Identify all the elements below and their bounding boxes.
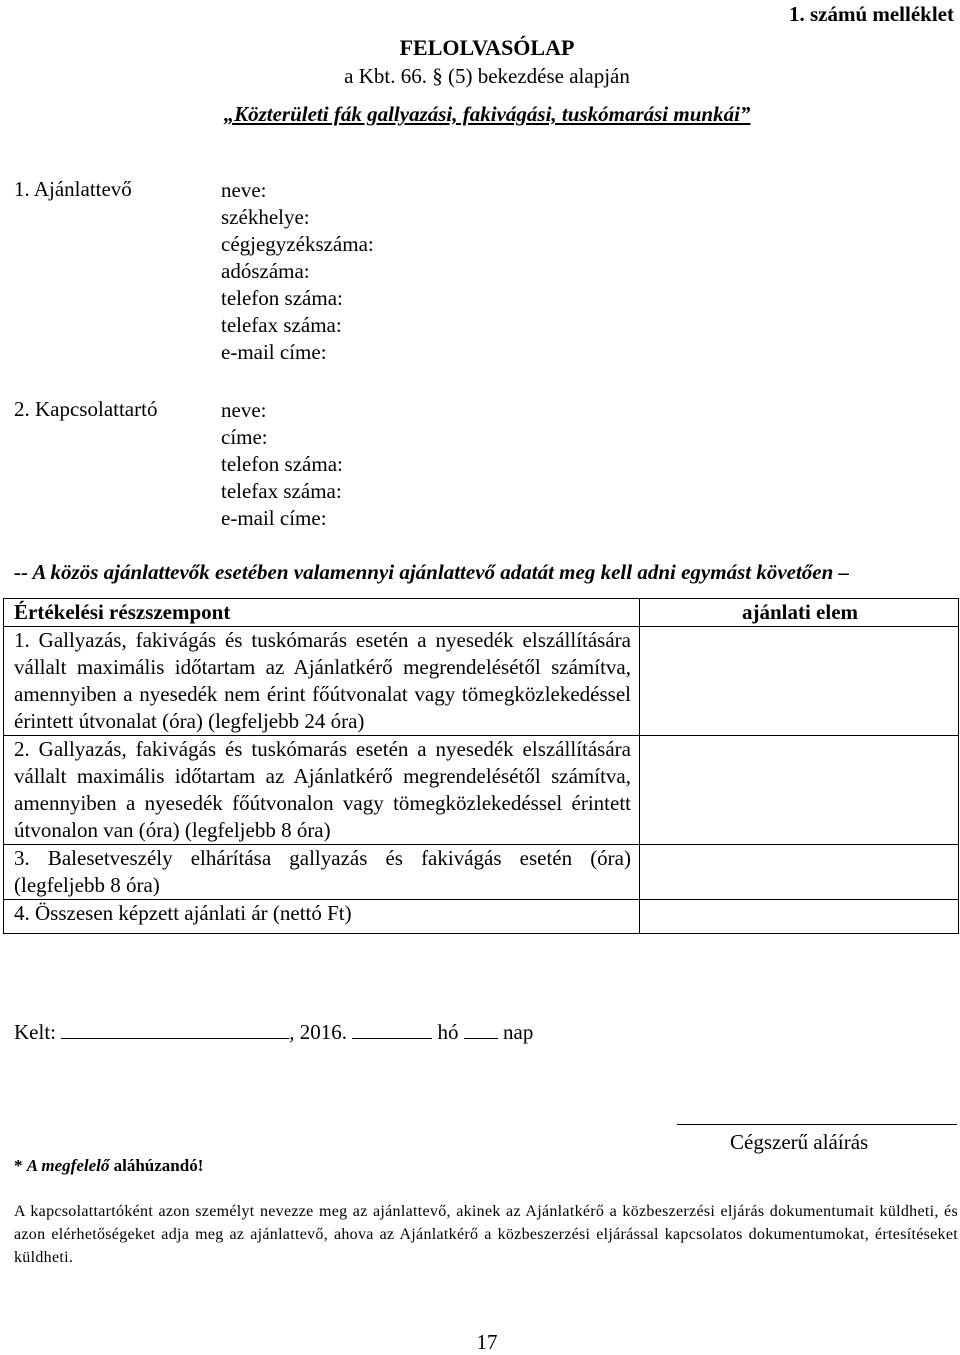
date-day-label: nap [503,1020,534,1044]
bidder-field-fax: telefax száma: [221,313,342,337]
criteria-header-row [4,599,959,627]
contact-field-fax: telefax száma: [221,479,342,503]
contact-field-name: neve: [221,398,267,422]
asterisk: * [14,1156,23,1175]
table-row [4,900,959,934]
bidder-field-seat: székhelye: [221,205,310,229]
table-row [4,627,959,736]
underline-note-rest: aláhúzandó! [113,1156,204,1175]
contact-field-email: e-mail címe: [221,506,327,530]
contact-field-phone: telefon száma: [221,452,343,476]
criterion-3: 3. Balesetveszély elhárítása gallyazás és fakivágás esetén (óra) (legfeljebb 8 óra) [4,845,640,900]
bidder-field-registry: cégjegyzékszáma: [221,232,374,256]
page-number: 17 [476,1330,498,1354]
date-year: , 2016. [289,1020,347,1044]
date-day-blank[interactable] [464,1020,498,1039]
legal-basis: a Kbt. 66. § (5) bekezdése alapján [344,64,630,88]
contact-section-label: 2. Kapcsolattartó [14,397,158,421]
criterion-1: 1. Gallyazás, fakivágás és tuskómarás esetén a nyesedék elszállítására vállalt maximális időtartam az Ajánlatkérő megrendelésétől számítva, amennyiben a nyesedék nem érint főútvonalat vagy tömegközlekedéssel érintett útvonalat (óra) (legfeljebb 24 óra) [4,627,640,736]
date-label: Kelt: [14,1020,56,1044]
date-place-blank[interactable] [61,1020,289,1039]
contact-fields [221,397,343,532]
page-title: FELOLVASÓLAP [399,35,575,60]
signature-label: Cégszerű aláírás [730,1130,869,1154]
bidder-field-name: neve: [221,178,267,202]
signature-line[interactable] [677,1124,957,1125]
offer-value-cell-3[interactable] [640,845,959,900]
date-line [14,1020,533,1045]
joint-bidders-note: -- A közös ajánlattevők esetében valamennyi ajánlattevő adatát meg kell adni egymást követően – [14,560,850,584]
criteria-header-left: Értékelési részszempont [4,599,640,627]
offer-value-cell-1[interactable] [640,627,959,736]
offer-value-cell-4[interactable] [640,900,959,934]
bidder-section-label: 1. Ajánlattevő [14,177,132,201]
bidder-field-phone: telefon száma: [221,286,343,310]
date-month-label: hó [437,1020,459,1044]
underline-instruction [14,1156,203,1176]
criterion-4: 4. Összesen képzett ajánlati ár (nettó Ft) [4,900,640,934]
bidder-field-email: e-mail címe: [221,340,327,364]
bidder-fields [221,177,374,366]
underline-note-italic: A megfelelő [26,1156,110,1175]
table-row [4,845,959,900]
date-month-blank[interactable] [352,1020,432,1039]
contact-field-address: címe: [221,425,268,449]
contact-footnote: A kapcsolattartóként azon személyt nevezze meg az ajánlattevő, akinek az Ajánlatkérő a közbeszerzési eljárás dokumentumait küldheti, és azon elérhetőségeket adja meg az ajánlattevő, ahova az Ajánlatkérő a közbeszerzési eljárással kapcsolatos dokumentumokat, értesítéseket küldheti. [14,1203,958,1266]
bidder-field-tax: adószáma: [221,259,310,283]
table-row [4,736,959,845]
criterion-2: 2. Gallyazás, fakivágás és tuskómarás esetén a nyesedék elszállítására vállalt maximális időtartam az Ajánlatkérő megrendelésétől számítva, amennyiben a nyesedék főútvonalon vagy tömegközlekedéssel érintett útvonalon van (óra) (legfeljebb 8 óra) [4,736,640,845]
annex-label: 1. számú melléklet [788,2,954,26]
offer-value-cell-2[interactable] [640,736,959,845]
criteria-table [3,598,959,934]
project-title: „Közterületi fák gallyazási, fakivágási, tuskómarási munkái” [223,102,751,126]
criteria-header-right: ajánlati elem [640,599,959,627]
